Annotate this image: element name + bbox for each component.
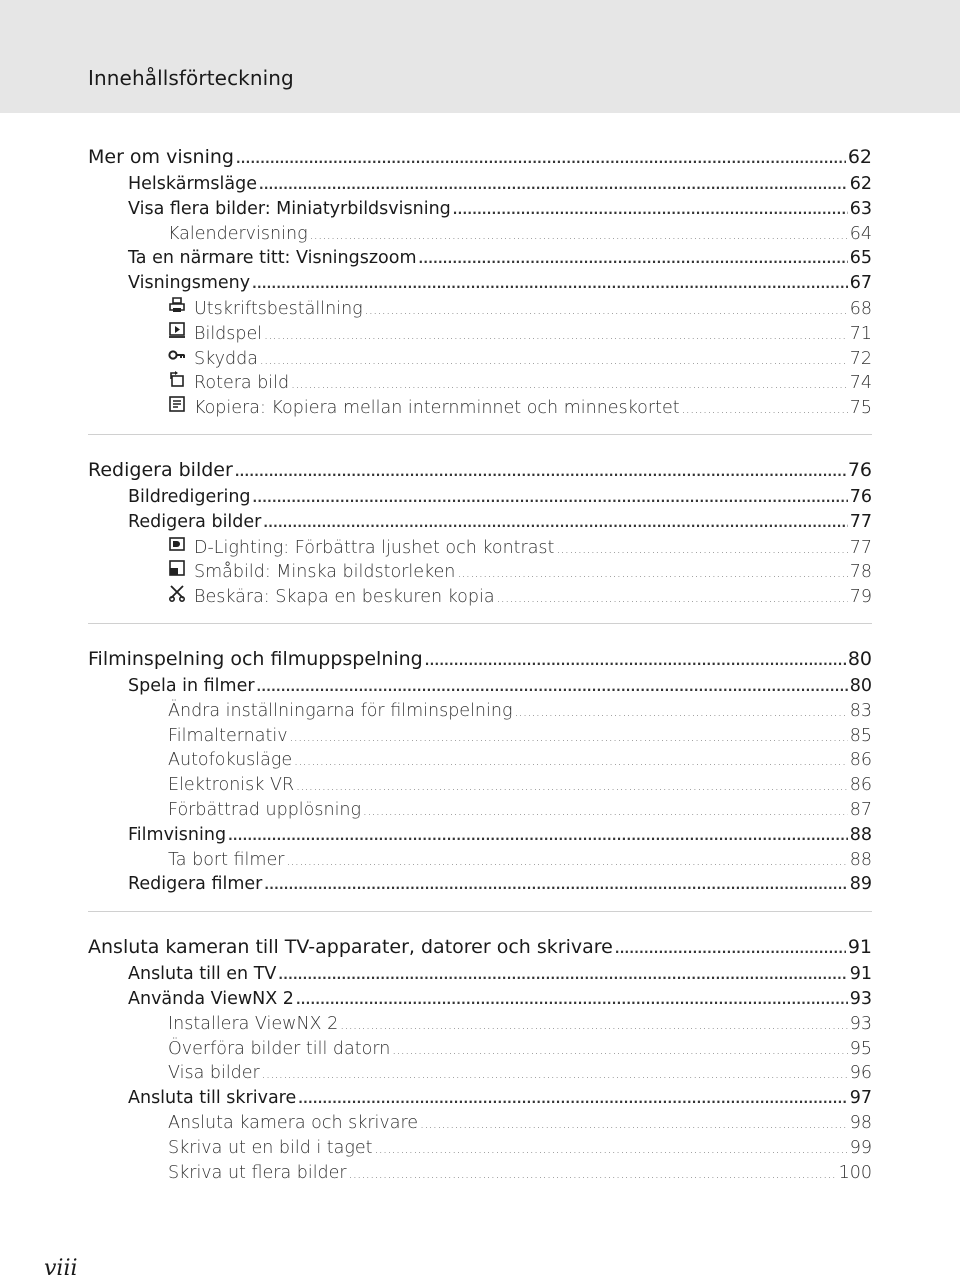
toc-entry[interactable] — [88, 1037, 872, 1062]
dot-leader — [365, 298, 848, 323]
toc-entry-label: Kopiera: Kopiera mellan internminnet och minneskortet — [194, 398, 680, 419]
dot-leader — [252, 272, 848, 297]
toc-entry-page: 67 — [849, 273, 872, 294]
section-spacer — [88, 897, 872, 911]
toc-entry-page: 68 — [849, 298, 872, 319]
dot-leader — [420, 1112, 848, 1137]
toc-entry-label: Redigera bilder — [88, 458, 233, 481]
toc-entry[interactable] — [88, 1012, 872, 1037]
toc-entry-label: Visa flera bilder: Miniatyrbildsvisning — [128, 198, 451, 219]
toc-entry[interactable] — [88, 644, 872, 674]
dot-leader — [264, 873, 847, 898]
toc-entry[interactable] — [88, 1111, 872, 1136]
dot-leader — [262, 1062, 848, 1087]
toc-entry-page: 97 — [849, 1088, 872, 1109]
toc-entry-label: Överföra bilder till datorn — [168, 1038, 391, 1059]
toc-entry-page: 79 — [849, 587, 872, 608]
toc-entry[interactable] — [88, 246, 872, 271]
toc-section-redigera-bilder — [88, 455, 872, 624]
dot-leader — [375, 1137, 848, 1162]
toc-entry-page: 72 — [849, 348, 872, 369]
toc-entry-page: 80 — [849, 675, 872, 696]
toc-entry-label: Ta bort filmer — [168, 849, 285, 870]
toc-entry[interactable] — [88, 535, 872, 560]
table-of-contents — [88, 142, 872, 1199]
toc-entry-label: Ändra inställningarna för filminspelning — [168, 700, 513, 721]
toc-entry-label: Skriva ut flera bilder — [168, 1162, 347, 1183]
dot-leader — [392, 1038, 847, 1063]
toc-entry-label: Mer om visning — [88, 146, 234, 168]
toc-entry-label: Filmvisning — [128, 824, 227, 845]
toc-entry-page: 76 — [849, 486, 872, 507]
section-spacer — [88, 609, 872, 623]
toc-entry-page: 89 — [849, 874, 872, 895]
toc-entry[interactable] — [88, 1136, 872, 1161]
dot-leader — [296, 774, 848, 799]
toc-entry-page: 76 — [847, 458, 872, 481]
toc-entry-page: 93 — [849, 1013, 872, 1034]
print-order-icon — [168, 296, 186, 314]
toc-entry-label: Filmalternativ — [168, 725, 288, 746]
toc-entry-label: Ansluta till en TV — [128, 964, 277, 985]
dot-leader — [296, 988, 848, 1013]
toc-entry[interactable] — [88, 222, 872, 247]
toc-entry-page: 74 — [849, 373, 872, 394]
page-header-title: Innehållsförteckning — [88, 66, 294, 90]
dot-leader — [453, 198, 848, 223]
toc-entry-page: 87 — [849, 799, 872, 820]
toc-entry[interactable] — [88, 724, 872, 749]
toc-entry[interactable] — [88, 584, 872, 609]
toc-entry[interactable] — [88, 1161, 872, 1186]
dot-leader — [457, 561, 847, 586]
toc-entry-label: Visningsmeny — [128, 273, 251, 294]
dot-leader — [278, 963, 847, 988]
toc-entry[interactable] — [88, 142, 872, 172]
dot-leader — [340, 1013, 847, 1038]
toc-entry-page: 85 — [849, 725, 872, 746]
dot-leader — [615, 934, 846, 964]
toc-entry-page: 78 — [849, 562, 872, 583]
toc-entry-page: 86 — [849, 775, 872, 796]
toc-entry-page: 80 — [847, 647, 872, 670]
dot-leader — [514, 700, 847, 725]
toc-entry-label: Autofokusläge — [168, 750, 293, 771]
toc-entry-page: 64 — [849, 223, 872, 244]
toc-entry-label: Filminspelning och filmuppspelning — [88, 647, 423, 670]
toc-entry[interactable] — [88, 748, 872, 773]
toc-entry-page: 77 — [849, 511, 872, 532]
toc-entry[interactable] — [88, 848, 872, 873]
toc-entry-label: Skriva ut en bild i taget — [168, 1137, 373, 1158]
dot-leader — [228, 824, 848, 849]
toc-entry[interactable] — [88, 773, 872, 798]
toc-entry[interactable] — [88, 321, 872, 346]
toc-entry[interactable] — [88, 1061, 872, 1086]
toc-entry[interactable] — [88, 172, 872, 197]
dot-leader — [253, 486, 848, 511]
dot-leader — [363, 799, 848, 824]
toc-entry-label: Ansluta kamera och skrivare — [168, 1112, 419, 1133]
dot-leader — [349, 1162, 837, 1187]
toc-entry[interactable] — [88, 271, 872, 296]
small-picture-icon — [168, 559, 186, 577]
toc-entry[interactable] — [88, 1086, 872, 1111]
toc-entry-label: Använda ViewNX 2 — [128, 988, 294, 1009]
dot-leader — [257, 675, 848, 700]
toc-entry-page: 63 — [849, 198, 872, 219]
crop-scissors-icon — [168, 584, 186, 602]
toc-entry[interactable] — [88, 370, 872, 395]
toc-entry[interactable] — [88, 798, 872, 823]
toc-entry[interactable] — [88, 510, 872, 535]
toc-entry[interactable] — [88, 962, 872, 987]
section-spacer — [88, 420, 872, 434]
toc-entry-label: Småbild: Minska bildstorleken — [194, 562, 456, 583]
toc-entry[interactable] — [88, 455, 872, 485]
protect-key-icon — [168, 346, 186, 364]
dot-leader — [236, 144, 846, 174]
page-number: viii — [44, 1256, 78, 1281]
toc-entry-label: D-Lighting: Förbättra ljushet och kontrast — [194, 537, 555, 558]
header-band — [0, 0, 960, 113]
toc-entry-label: Redigera filmer — [128, 874, 263, 895]
toc-entry-label: Utskriftsbeställning — [194, 298, 363, 319]
dot-leader — [497, 586, 848, 611]
toc-entry-label: Ansluta till skrivare — [128, 1088, 297, 1109]
toc-entry-label: Kalendervisning — [168, 223, 308, 244]
toc-entry[interactable] — [88, 932, 872, 962]
slideshow-icon — [168, 321, 186, 339]
toc-section-ansluta-kameran-till-tv-apparater-datorer-och-skrivare — [88, 932, 872, 1199]
section-spacer — [88, 1185, 872, 1199]
toc-entry-page: 96 — [849, 1063, 872, 1084]
toc-entry[interactable] — [88, 395, 872, 420]
toc-entry-label: Ta en närmare titt: Visningszoom — [128, 248, 417, 269]
toc-entry[interactable] — [88, 872, 872, 897]
toc-entry-label: Förbättrad upplösning — [168, 799, 362, 820]
toc-entry-label: Spela in filmer — [128, 675, 255, 696]
toc-entry-page: 62 — [849, 174, 872, 194]
toc-entry-label: Redigera bilder — [128, 511, 262, 532]
toc-entry-label: Visa bilder — [168, 1063, 260, 1084]
toc-entry-label: Elektronisk VR — [168, 775, 295, 796]
toc-entry-page: 88 — [849, 824, 872, 845]
d-lighting-icon — [168, 535, 186, 553]
toc-entry-page: 88 — [849, 849, 872, 870]
toc-entry[interactable] — [88, 987, 872, 1012]
toc-entry-label: Helskärmsläge — [128, 174, 257, 194]
toc-entry-page: 98 — [849, 1112, 872, 1133]
toc-entry-label: Beskära: Skapa en beskuren kopia — [194, 587, 495, 608]
toc-entry[interactable] — [88, 485, 872, 510]
toc-entry-label: Ansluta kameran till TV-apparater, datorer och skrivare — [88, 936, 613, 959]
toc-entry-label: Skydda — [194, 348, 258, 369]
toc-entry[interactable] — [88, 674, 872, 699]
rotate-image-icon — [168, 370, 186, 388]
dot-leader — [260, 348, 848, 373]
toc-entry[interactable] — [88, 699, 872, 724]
toc-section-mer-om-visning — [88, 142, 872, 435]
toc-entry-page: 91 — [847, 936, 872, 959]
toc-entry-page: 99 — [849, 1137, 872, 1158]
toc-entry-page: 62 — [847, 146, 872, 168]
dot-leader — [298, 1087, 847, 1112]
dot-leader — [264, 323, 848, 348]
toc-entry-label: Bildspel — [194, 323, 263, 344]
dot-leader — [294, 749, 848, 774]
toc-entry-page: 86 — [849, 750, 872, 771]
dot-leader — [310, 223, 848, 248]
toc-entry-page: 95 — [849, 1038, 872, 1059]
dot-leader — [291, 372, 848, 397]
toc-entry-page: 71 — [849, 323, 872, 344]
toc-entry-page: 91 — [849, 964, 872, 985]
copy-icon — [168, 395, 186, 413]
dot-leader — [682, 397, 848, 422]
toc-entry-page: 83 — [849, 700, 872, 721]
toc-entry[interactable] — [88, 346, 872, 371]
toc-section-filminspelning-och-filmuppspelning — [88, 644, 872, 912]
dot-leader — [556, 537, 847, 562]
toc-entry-label: Installera ViewNX 2 — [168, 1013, 339, 1034]
dot-leader — [263, 511, 847, 536]
toc-entry[interactable] — [88, 296, 872, 321]
toc-entry-page: 93 — [849, 988, 872, 1009]
toc-entry[interactable] — [88, 559, 872, 584]
toc-entry-label: Bildredigering — [128, 486, 251, 507]
toc-entry-page: 77 — [849, 537, 872, 558]
dot-leader — [419, 247, 848, 272]
toc-entry[interactable] — [88, 823, 872, 848]
dot-leader — [259, 173, 848, 198]
toc-entry-page: 100 — [838, 1162, 872, 1183]
dot-leader — [290, 725, 848, 750]
dot-leader — [235, 457, 846, 487]
toc-entry-page: 65 — [849, 248, 872, 269]
toc-entry-label: Rotera bild — [194, 373, 290, 394]
toc-entry-page: 75 — [849, 398, 872, 419]
toc-entry[interactable] — [88, 197, 872, 222]
dot-leader — [425, 646, 846, 676]
dot-leader — [286, 849, 847, 874]
